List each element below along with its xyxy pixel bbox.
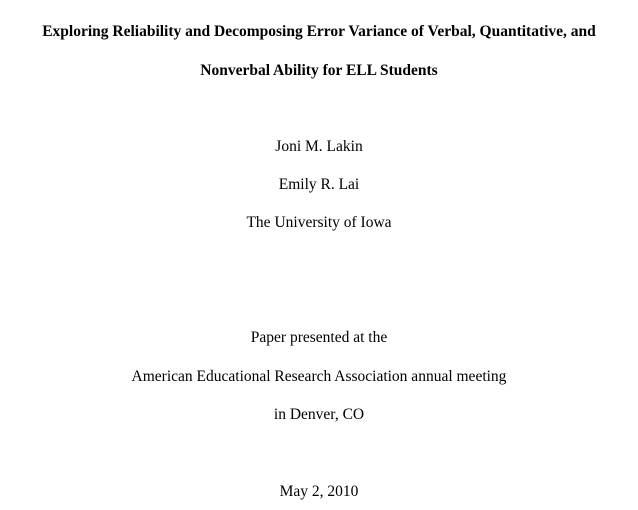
paper-title-line-2: Nonverbal Ability for ELL Students <box>200 62 438 79</box>
author-affiliation: The University of Iowa <box>246 214 392 231</box>
presentation-date: May 2, 2010 <box>279 483 359 500</box>
presentation-note-line-1: Paper presented at the <box>250 329 388 346</box>
author-name: Joni M. Lakin <box>275 138 363 155</box>
author-name: Emily R. Lai <box>278 176 360 193</box>
presentation-location: in Denver, CO <box>273 406 365 423</box>
paper-title-line-1: Exploring Reliability and Decomposing Error Variance of Verbal, Quantitative, and <box>42 23 596 40</box>
presentation-note-line-2: American Educational Research Association annual meeting <box>131 368 507 385</box>
